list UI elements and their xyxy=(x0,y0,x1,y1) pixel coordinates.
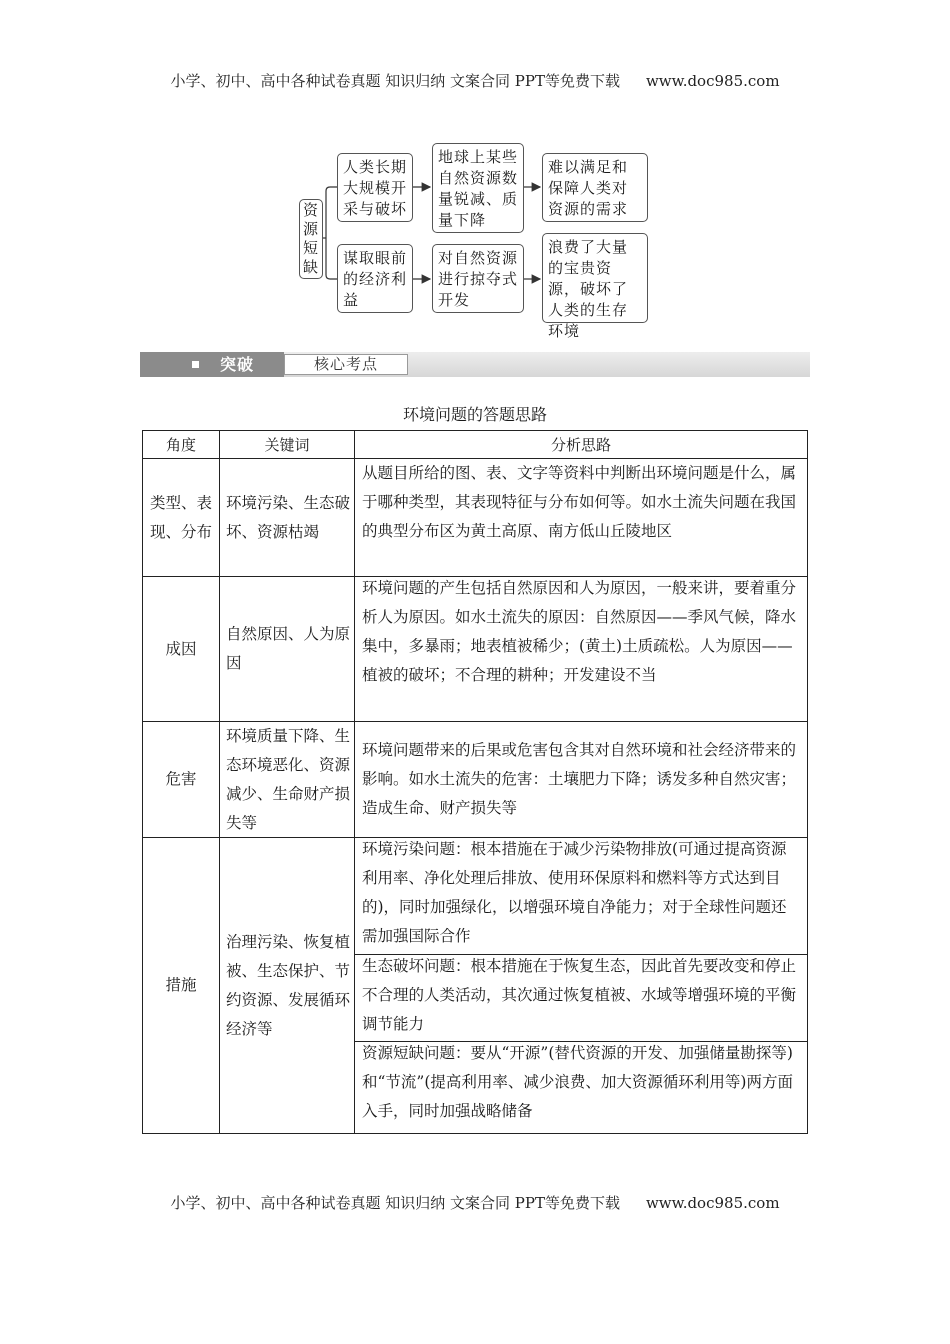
flow-top-box-2: 地球上某些自然资源数量锐减、质量下降 xyxy=(432,143,524,233)
flow-bottom-box-3: 浪费了大量的宝贵资源，破坏了人类的生存环境 xyxy=(542,233,648,323)
table-row-2-analysis: 环境问题的产生包括自然原因和人为原因，一般来讲，要着重分析人为原因。如水土流失的原因：自然原因——季风气候，降水集中，多暴雨；地表植被稀少；(黄土)土质疏松。人为原因——植被的破坏；不合理的耕种；开发建设不当 xyxy=(362,579,797,684)
table-row-1-analysis: 从题目所给的图、表、文字等资料中判断出环境问题是什么，属于哪种类型，其表现特征与分布如何等。如水土流失问题在我国的典型分布区为黄土高原、南方低山丘陵地区 xyxy=(362,464,797,540)
flow-root-box: 资源短缺 xyxy=(299,199,323,279)
footer-site: www.doc985.com xyxy=(645,1194,780,1212)
table-row-4-angle: 措施 xyxy=(165,976,197,994)
table-row-2-keywords: 自然原因、人为原因 xyxy=(226,625,351,672)
page-header xyxy=(0,70,950,91)
table-row-3-analysis: 环境问题带来的后果或危害包含其对自然环境和社会经济带来的影响。如水土流失的危害：土壤肥力下降；诱发多种自然灾害；造成生命、财产损失等 xyxy=(362,741,797,817)
banner-right-tab: 核心考点 xyxy=(284,354,408,375)
table-header-angle: 角度 xyxy=(165,435,196,454)
table-header-analysis: 分析思路 xyxy=(550,435,611,454)
table-row-4-analysis-pollution: 环境污染问题：根本措施在于减少污染物排放(可通过提高资源利用率、净化处理后排放、使用环保原料和燃料等方式达到目的)，同时加强绿化，以增强环境自净能力；对于全球性问题还需加强国际合作 xyxy=(362,840,787,945)
flow-top-box-1: 人类长期大规模开采与破坏 xyxy=(337,153,413,222)
table-row-1-keywords: 环境污染、生态破坏、资源枯竭 xyxy=(226,493,351,541)
page-footer xyxy=(0,1192,950,1213)
table-header-keywords: 关键词 xyxy=(264,435,310,454)
table-row-1-angle: 类型、表现、分布 xyxy=(149,493,212,541)
table-row-2-angle: 成因 xyxy=(165,639,197,658)
header-text: 小学、初中、高中各种试卷真题 知识归纳 文案合同 PPT等免费下载 xyxy=(170,72,620,90)
table-row-4-keywords: 治理污染、恢复植被、生态保护、节约资源、发展循环经济等 xyxy=(226,932,351,1038)
header-site: www.doc985.com xyxy=(645,72,780,90)
table-row-3-angle: 危害 xyxy=(165,770,197,788)
section-banner-label xyxy=(140,352,284,377)
flow-top-box-3: 难以满足和保障人类对资源的需求 xyxy=(542,153,648,222)
table-title: 环境问题的答题思路 xyxy=(402,405,547,424)
table-row-3-keywords: 环境质量下降、生态环境恶化、资源减少、生命财产损失等 xyxy=(226,726,351,832)
flow-bottom-box-2: 对自然资源进行掠夺式开发 xyxy=(432,244,524,313)
flow-bottom-box-1: 谋取眼前的经济利益 xyxy=(337,244,413,313)
table-row-4-analysis-resources: 资源短缺问题：要从“开源”(替代资源的开发、加强储量勘探等)和“节流”(提高利用率、减少浪费、加大资源循环利用等)两方面入手，同时加强战略储备 xyxy=(362,1044,793,1120)
branch-bracket xyxy=(326,187,337,279)
table-row-4-analysis-ecology: 生态破坏问题：根本措施在于恢复生态，因此首先要改变和停止不合理的人类活动，其次通过恢复植被、水域等增强环境的平衡调节能力 xyxy=(362,957,797,1033)
banner-square-icon xyxy=(192,361,199,368)
footer-text: 小学、初中、高中各种试卷真题 知识归纳 文案合同 PPT等免费下载 xyxy=(170,1194,620,1212)
banner-left-text: 突破 xyxy=(220,355,255,374)
